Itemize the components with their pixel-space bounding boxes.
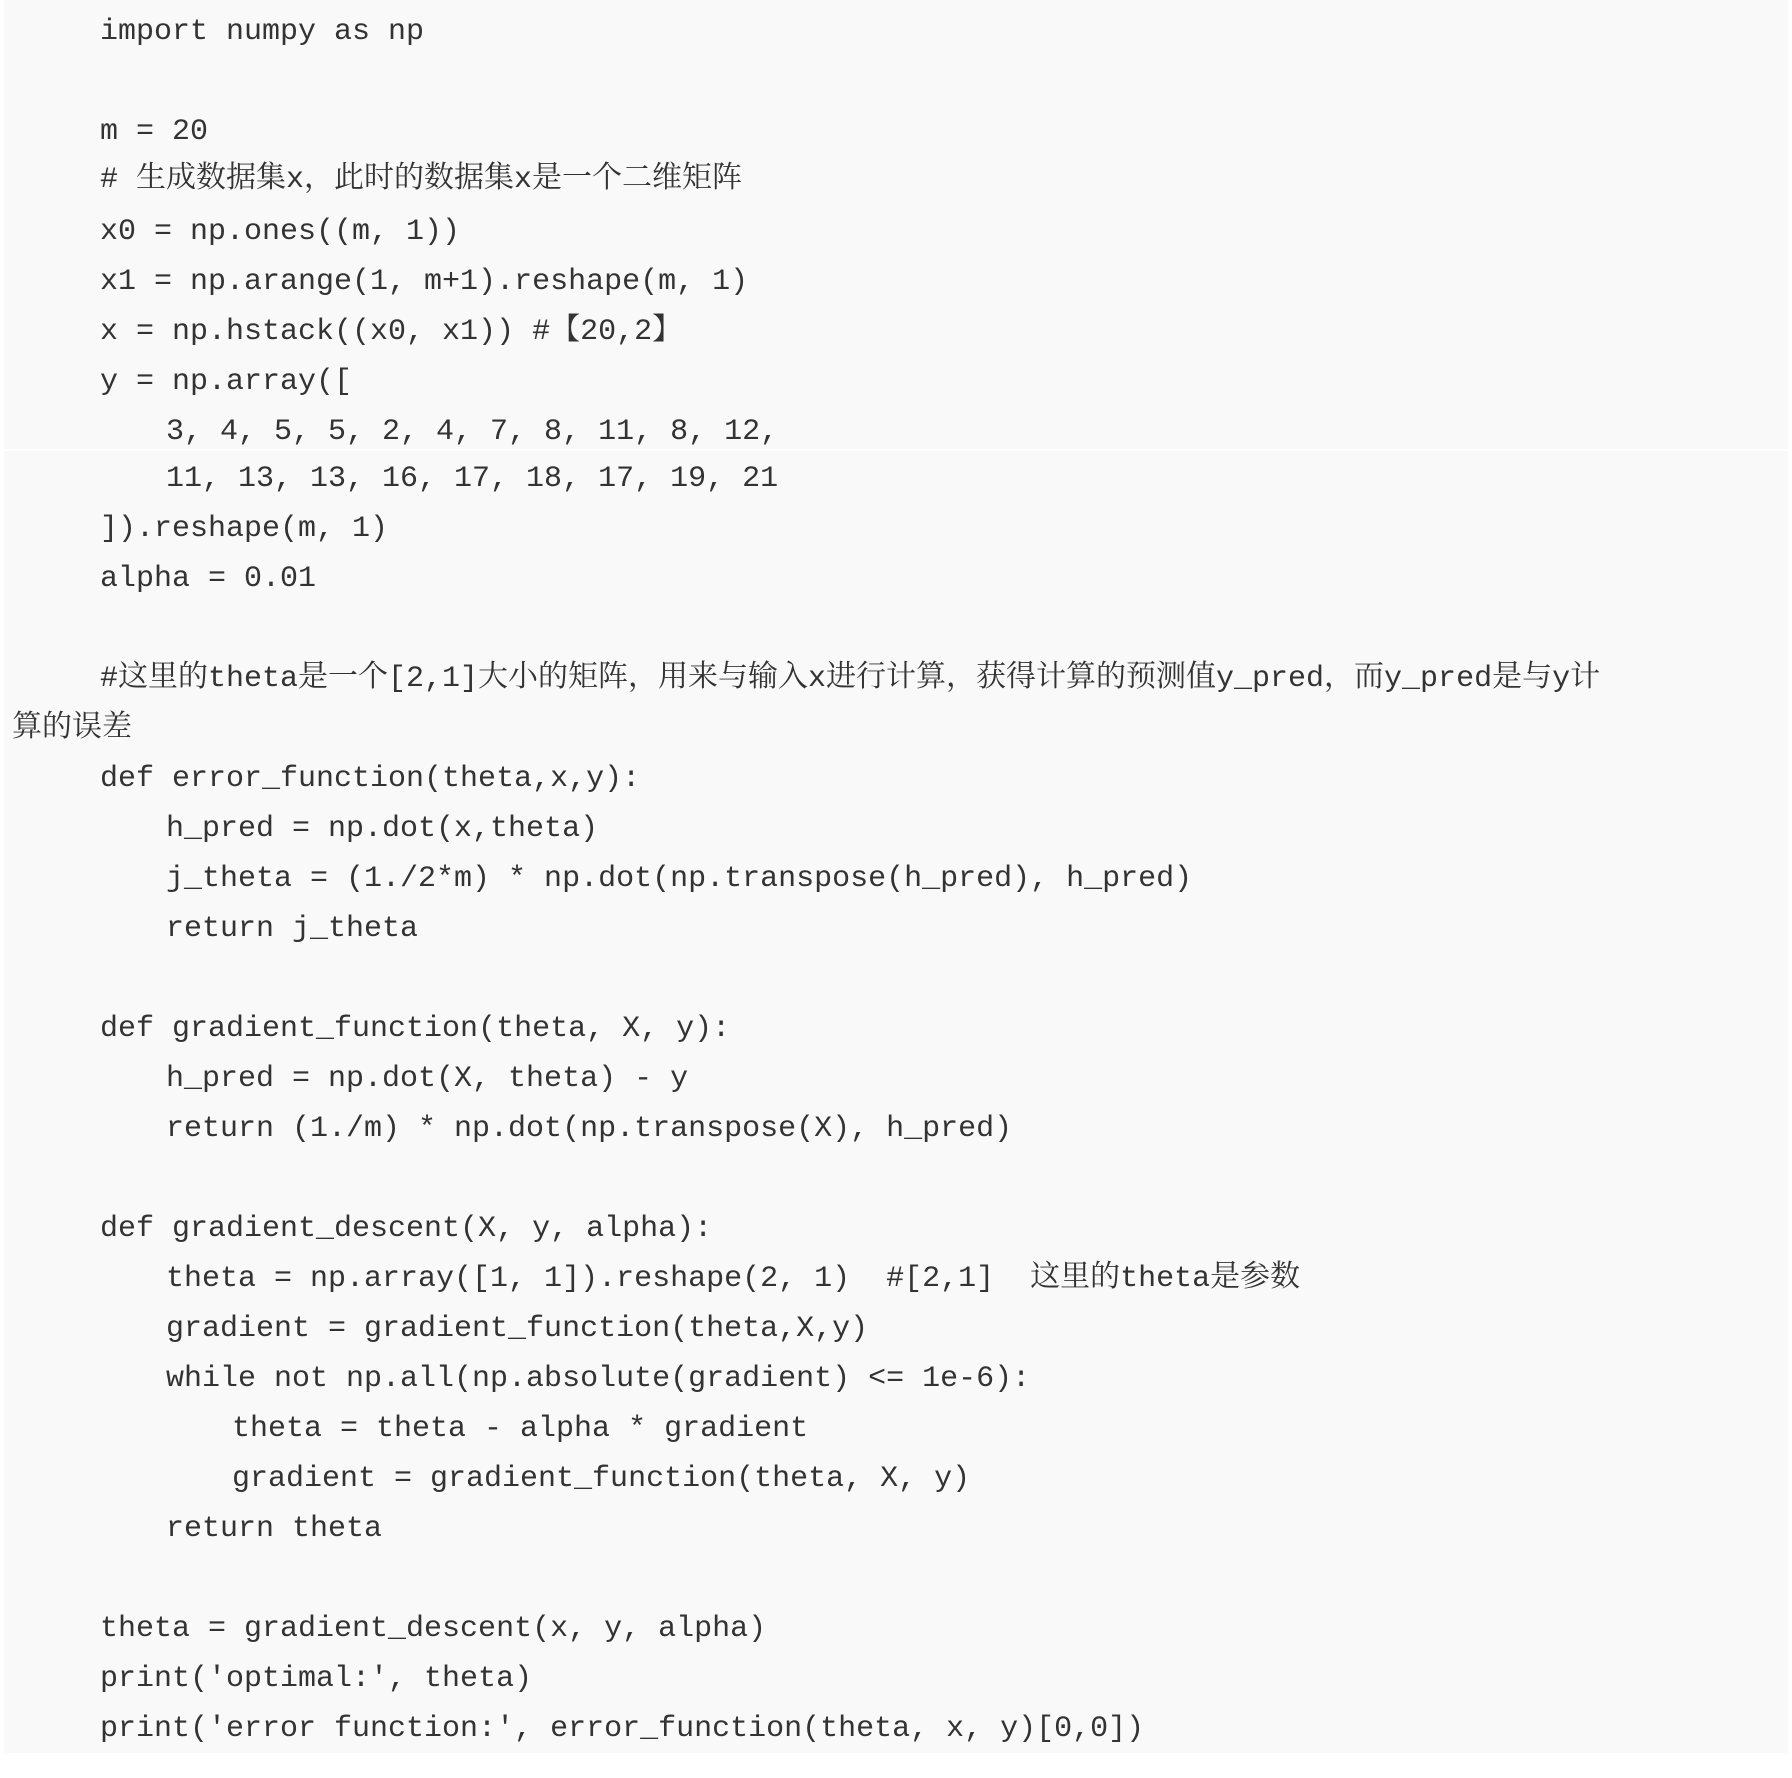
code-line: ]).reshape(m, 1)	[100, 512, 389, 546]
code-comment: #这里的theta是一个[2,1]大小的矩阵，用来与输入x进行计算，获得计算的预测值y_pred，而y_pred是与y计	[100, 662, 1601, 696]
code-block-top	[4, 0, 1788, 449]
code-line: return (1./m) * np.dot(np.transpose(X), h_pred)	[166, 1112, 1013, 1146]
code-line: y = np.array([	[100, 365, 353, 399]
code-line: h_pred = np.dot(x,theta)	[166, 812, 599, 846]
code-line: 11, 13, 13, 16, 17, 18, 17, 19, 21	[166, 462, 779, 496]
code-line: 3, 4, 5, 5, 2, 4, 7, 8, 11, 8, 12,	[166, 415, 779, 449]
code-line: x = np.hstack((x0, x1)) #【20,2】	[100, 315, 683, 349]
code-line: def gradient_descent(X, y, alpha):	[100, 1212, 713, 1246]
code-block-bottom	[4, 451, 1788, 1753]
code-line: def gradient_function(theta, X, y):	[100, 1012, 731, 1046]
code-line: x0 = np.ones((m, 1))	[100, 215, 461, 249]
code-line: theta = gradient_descent(x, y, alpha)	[100, 1612, 767, 1646]
code-line: j_theta = (1./2*m) * np.dot(np.transpose(h_pred), h_pred)	[166, 862, 1193, 896]
code-line: print('optimal:', theta)	[100, 1662, 533, 1696]
code-comment: # 生成数据集x，此时的数据集x是一个二维矩阵	[100, 163, 743, 197]
code-line: x1 = np.arange(1, m+1).reshape(m, 1)	[100, 265, 749, 299]
code-line: gradient = gradient_function(theta, X, y)	[232, 1462, 971, 1496]
code-line: alpha = 0.01	[100, 562, 317, 596]
code-line: print('error function:', error_function(theta, x, y)[0,0])	[100, 1712, 1145, 1746]
code-line: import numpy as np	[100, 15, 425, 49]
code-line: def error_function(theta,x,y):	[100, 762, 641, 796]
code-line: theta = theta - alpha * gradient	[232, 1412, 809, 1446]
code-line: return j_theta	[166, 912, 419, 946]
code-line: while not np.all(np.absolute(gradient) <= 1e-6):	[166, 1362, 1031, 1396]
code-comment-wrap: 算的误差	[12, 712, 132, 746]
code-line: h_pred = np.dot(X, theta) - y	[166, 1062, 689, 1096]
code-line: return theta	[166, 1512, 383, 1546]
code-line: theta = np.array([1, 1]).reshape(2, 1) #[2,1] 这里的theta是参数	[166, 1262, 1301, 1296]
code-line: m = 20	[100, 115, 209, 149]
code-line: gradient = gradient_function(theta,X,y)	[166, 1312, 869, 1346]
